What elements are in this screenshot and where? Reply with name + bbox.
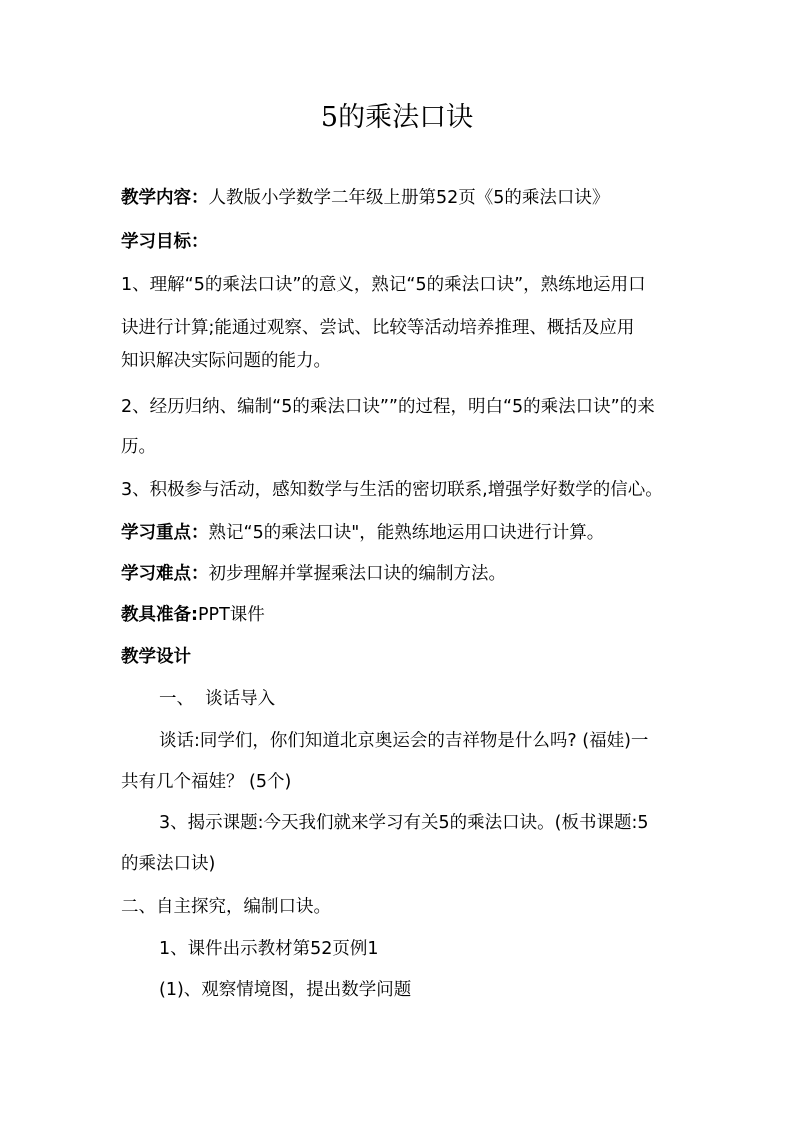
objective-2-line-1: 2、经历归纳、编制“5的乘法口诀””的过程，明白“5的乘法口诀”的来	[121, 397, 655, 417]
objective-3-line-1: 3、积极参与活动，感知数学与生活的密切联系,增强学好数学的信心。	[121, 480, 663, 500]
section-2-sub-1: (1)、观察情境图，提出数学问题	[159, 980, 412, 1000]
difficulty-label: 学习难点：	[121, 564, 209, 584]
document-title: 5的乘法口诀	[320, 102, 474, 133]
section-2-step-1: 1、课件出示教材第52页例1	[159, 939, 379, 959]
key-point-row	[121, 521, 681, 545]
section-1-body-line-2: 共有几个福娃？ (5个)	[121, 772, 292, 792]
section-1-step-3-line-1: 3、揭示课题:今天我们就来学习有关5的乘法口诀。(板书课题:5	[159, 813, 649, 833]
difficulty-row	[121, 562, 681, 586]
content-label: 教学内容：	[121, 188, 209, 208]
content-text: 人教版小学数学二年级上册第52页《5的乘法口诀》	[208, 188, 610, 208]
materials-row	[121, 603, 681, 627]
objective-1-line-2: 诀进行计算;能通过观察、尝试、比较等活动培养推理、概括及应用	[121, 318, 635, 338]
design-label: 教学设计	[121, 647, 191, 667]
objective-1-line-3: 知识解决实际问题的能力。	[121, 351, 331, 371]
difficulty-text: 初步理解并掌握乘法口诀的编制方法。	[208, 564, 506, 584]
section-2-heading: 二、自主探究，编制口诀。	[121, 897, 331, 917]
content-row	[121, 186, 681, 210]
key-point-text: 熟记“5的乘法口诀"，能熟练地运用口诀进行计算。	[208, 523, 605, 543]
section-1-heading: 一、 谈话导入	[159, 689, 276, 709]
objectives-label: 学习目标：	[121, 232, 209, 252]
objective-2-line-2: 历。	[121, 437, 156, 457]
section-1-step-3-line-2: 的乘法口诀)	[121, 854, 216, 874]
objective-1-line-1: 1、理解“5的乘法口诀”的意义，熟记“5的乘法口诀”，熟练地运用口	[121, 275, 646, 295]
materials-text: PPT课件	[198, 605, 265, 625]
section-1-body-line-1: 谈话:同学们，你们知道北京奥运会的吉祥物是什么吗? (福娃)一	[159, 731, 649, 751]
materials-label: 教具准备:	[121, 605, 198, 625]
key-point-label: 学习重点：	[121, 523, 209, 543]
